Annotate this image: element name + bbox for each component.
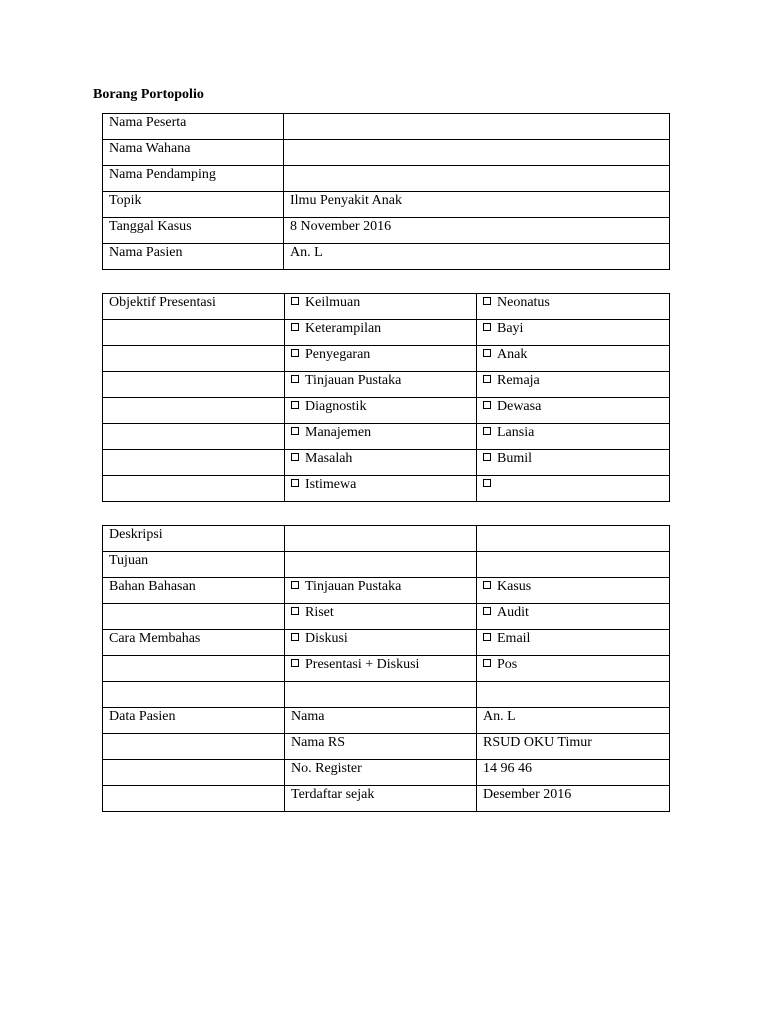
table-row: [103, 526, 670, 552]
table-row: [103, 166, 670, 192]
table-row: [103, 346, 670, 372]
row-label: Nama Wahana: [103, 140, 284, 166]
checkbox-option[interactable]: [285, 450, 477, 476]
row-label: [103, 424, 285, 450]
row-value: [477, 682, 670, 708]
checkbox-label: Diagnostik: [305, 399, 367, 414]
checkbox-option[interactable]: [477, 604, 670, 630]
checkbox-option[interactable]: [477, 294, 670, 320]
checkbox-icon[interactable]: [483, 375, 491, 383]
table-row: [103, 682, 670, 708]
checkbox-icon[interactable]: [483, 581, 491, 589]
row-value: 14 96 46: [477, 760, 670, 786]
row-label: Nama Peserta: [103, 114, 284, 140]
row-value: [477, 552, 670, 578]
checkbox-option[interactable]: [477, 372, 670, 398]
checkbox-icon[interactable]: [291, 323, 299, 331]
checkbox-label: Presentasi + Diskusi: [305, 657, 420, 672]
row-value: [284, 114, 670, 140]
checkbox-icon[interactable]: [483, 659, 491, 667]
checkbox-icon[interactable]: [483, 401, 491, 409]
row-value: Desember 2016: [477, 786, 670, 812]
checkbox-icon[interactable]: [483, 607, 491, 615]
row-label: Nama Pendamping: [103, 166, 284, 192]
checkbox-icon[interactable]: [291, 427, 299, 435]
row-value: An. L: [477, 708, 670, 734]
checkbox-option[interactable]: [477, 450, 670, 476]
row-value: An. L: [284, 244, 670, 270]
row-label: Cara Membahas: [103, 630, 285, 656]
checkbox-label: Manajemen: [305, 425, 372, 440]
table-row: [103, 708, 670, 734]
checkbox-option[interactable]: [285, 320, 477, 346]
table-row: [103, 760, 670, 786]
row-value: RSUD OKU Timur: [477, 734, 670, 760]
checkbox-label: Audit: [497, 605, 529, 620]
row-label: [103, 476, 285, 502]
checkbox-label: Lansia: [497, 425, 535, 440]
checkbox-label: Kasus: [497, 579, 532, 594]
identity-table: [102, 113, 670, 270]
checkbox-option[interactable]: [285, 604, 477, 630]
checkbox-option[interactable]: [285, 372, 477, 398]
table-row: [103, 450, 670, 476]
checkbox-label: Keilmuan: [305, 295, 361, 310]
checkbox-icon[interactable]: [483, 427, 491, 435]
checkbox-option[interactable]: [477, 656, 670, 682]
row-label: Topik: [103, 192, 284, 218]
checkbox-option[interactable]: [285, 346, 477, 372]
table-row: [103, 192, 670, 218]
table-row: [103, 398, 670, 424]
table-row: [103, 734, 670, 760]
row-label: [103, 656, 285, 682]
checkbox-label: Istimewa: [305, 477, 357, 492]
checkbox-label: Dewasa: [497, 399, 542, 414]
checkbox-option[interactable]: [285, 630, 477, 656]
table-row: [103, 244, 670, 270]
checkbox-label: Email: [497, 631, 531, 646]
row-value: [285, 526, 477, 552]
row-label: Data Pasien: [103, 708, 285, 734]
row-label: [103, 682, 285, 708]
checkbox-icon[interactable]: [291, 349, 299, 357]
table-row: [103, 604, 670, 630]
checkbox-icon[interactable]: [483, 633, 491, 641]
row-value: Terdaftar sejak: [285, 786, 477, 812]
row-label: [103, 604, 285, 630]
row-label: Bahan Bahasan: [103, 578, 285, 604]
checkbox-icon[interactable]: [483, 297, 491, 305]
checkbox-label: Remaja: [497, 373, 540, 388]
checkbox-option[interactable]: [477, 424, 670, 450]
table-row: [103, 630, 670, 656]
checkbox-icon[interactable]: [291, 659, 299, 667]
checkbox-label: Anak: [497, 347, 528, 362]
table-row: [103, 372, 670, 398]
checkbox-option[interactable]: [477, 476, 670, 502]
objective-table: [102, 293, 670, 502]
checkbox-label: Masalah: [305, 451, 353, 466]
row-value: [284, 166, 670, 192]
table-row: [103, 786, 670, 812]
row-label: [103, 450, 285, 476]
checkbox-option[interactable]: [285, 656, 477, 682]
row-label: Objektif Presentasi: [103, 294, 285, 320]
row-value: Ilmu Penyakit Anak: [284, 192, 670, 218]
table-row: [103, 320, 670, 346]
checkbox-option[interactable]: [285, 398, 477, 424]
table-row: [103, 114, 670, 140]
row-value: [285, 552, 477, 578]
row-label: [103, 734, 285, 760]
table-row: [103, 218, 670, 244]
checkbox-option[interactable]: [285, 578, 477, 604]
checkbox-label: Tinjauan Pustaka: [305, 373, 402, 388]
page-title: Borang Portopolio: [93, 87, 204, 102]
checkbox-icon[interactable]: [483, 349, 491, 357]
checkbox-label: Penyegaran: [305, 347, 371, 362]
checkbox-option[interactable]: [285, 476, 477, 502]
row-label: [103, 398, 285, 424]
checkbox-label: Keterampilan: [305, 321, 382, 336]
checkbox-label: Neonatus: [497, 295, 550, 310]
checkbox-label: Tinjauan Pustaka: [305, 579, 402, 594]
checkbox-option[interactable]: [477, 398, 670, 424]
table-row: [103, 552, 670, 578]
checkbox-option[interactable]: [477, 578, 670, 604]
row-label: [103, 786, 285, 812]
row-label: Tujuan: [103, 552, 285, 578]
row-value: [285, 682, 477, 708]
checkbox-option[interactable]: [477, 320, 670, 346]
checkbox-option[interactable]: [285, 424, 477, 450]
checkbox-label: Bumil: [497, 451, 533, 466]
checkbox-label: Diskusi: [305, 631, 348, 646]
row-value: No. Register: [285, 760, 477, 786]
checkbox-label: Pos: [497, 657, 518, 672]
checkbox-label: Riset: [305, 605, 334, 620]
row-value: [284, 140, 670, 166]
row-label: [103, 346, 285, 372]
row-value: [477, 526, 670, 552]
description-table: [102, 525, 670, 812]
checkbox-icon[interactable]: [291, 401, 299, 409]
checkbox-option[interactable]: [477, 630, 670, 656]
table-row: [103, 294, 670, 320]
checkbox-option[interactable]: [285, 294, 477, 320]
row-label: [103, 372, 285, 398]
checkbox-icon[interactable]: [291, 297, 299, 305]
checkbox-icon[interactable]: [291, 607, 299, 615]
checkbox-icon[interactable]: [291, 479, 299, 487]
checkbox-option[interactable]: [477, 346, 670, 372]
table-row: [103, 578, 670, 604]
checkbox-icon[interactable]: [291, 633, 299, 641]
checkbox-icon[interactable]: [291, 581, 299, 589]
row-label: Nama Pasien: [103, 244, 284, 270]
checkbox-icon[interactable]: [483, 479, 491, 487]
table-row: [103, 656, 670, 682]
row-value: 8 November 2016: [284, 218, 670, 244]
checkbox-label: Bayi: [497, 321, 524, 336]
row-value: Nama RS: [285, 734, 477, 760]
row-label: Tanggal Kasus: [103, 218, 284, 244]
row-value: Nama: [285, 708, 477, 734]
checkbox-icon[interactable]: [483, 323, 491, 331]
row-label: Deskripsi: [103, 526, 285, 552]
checkbox-icon[interactable]: [291, 375, 299, 383]
checkbox-icon[interactable]: [483, 453, 491, 461]
table-row: [103, 424, 670, 450]
table-row: [103, 476, 670, 502]
checkbox-icon[interactable]: [291, 453, 299, 461]
row-label: [103, 760, 285, 786]
table-row: [103, 140, 670, 166]
row-label: [103, 320, 285, 346]
